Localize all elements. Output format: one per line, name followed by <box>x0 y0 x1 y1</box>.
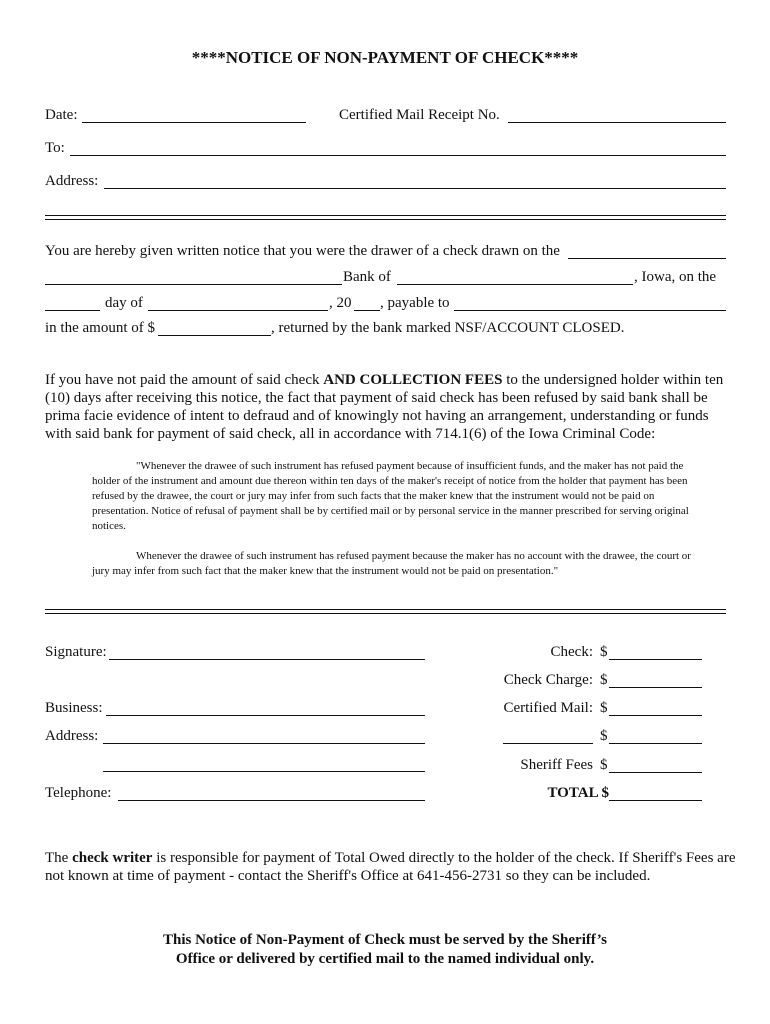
sender-address-field-2[interactable] <box>103 771 425 772</box>
business-field[interactable] <box>106 715 425 716</box>
check-charge-label: Check Charge: <box>503 672 593 688</box>
amount-label: in the amount of $ <box>45 320 155 336</box>
check-label: Check: <box>550 644 593 660</box>
iowa-label: , Iowa, on the <box>634 269 717 285</box>
statute-text-1: "Whenever the drawee of such instrument has refused payment because of insufficient funds, and the maker has not paid the holder of the instrument and amount due thereon within ten days of the maker's receipt of notice from the holder that payment has been refused by the drawee, the court or jury may infer from such facts that the maker knew that the instrument would not be paid on presentation. Notice of refusal of payment shall be by certified mail or by personal service in the manner prescribed for serving original notices. <box>92 460 689 532</box>
payee-field[interactable] <box>454 310 726 311</box>
address-field[interactable] <box>104 188 726 189</box>
check-writer-bold: check writer <box>72 850 153 866</box>
sender-address-label: Address: <box>45 728 99 744</box>
collection-fees-bold: AND COLLECTION FEES <box>323 372 503 388</box>
check-charge-dollar: $ <box>600 672 608 688</box>
drawn-on-field[interactable] <box>568 258 726 259</box>
bank-city-field[interactable] <box>397 284 633 285</box>
warning-paragraph <box>45 371 735 443</box>
business-label: Business: <box>45 700 103 716</box>
other-fee-field[interactable] <box>609 743 702 744</box>
total-label: TOTAL $ <box>547 785 609 801</box>
footer-text-2: is responsible for payment of Total Owed directly to the holder of the check. If Sheriff's Fees are not known at time of payment - contact the Sheriff's Office at 641-456-2731 so they can be included. <box>45 850 736 884</box>
day-field[interactable] <box>45 310 100 311</box>
signature-label: Signature: <box>45 644 107 660</box>
check-amount-field[interactable] <box>609 659 702 660</box>
notice-line1: You are hereby given written notice that you were the drawer of a check drawn on the <box>45 243 560 259</box>
year-prefix-label: , 20 <box>329 295 352 311</box>
check-dollar: $ <box>600 644 608 660</box>
to-field[interactable] <box>70 155 726 156</box>
other-fee-dollar: $ <box>600 728 608 744</box>
bank-of-label: Bank of <box>343 269 391 285</box>
telephone-label: Telephone: <box>45 785 112 801</box>
certified-mail-label: Certified Mail: <box>503 700 593 716</box>
date-label: Date: <box>45 107 78 123</box>
certified-mail-dollar: $ <box>600 700 608 716</box>
returned-label: , returned by the bank marked NSF/ACCOUNT CLOSED. <box>271 320 625 336</box>
divider-top <box>45 215 726 220</box>
address-label: Address: <box>45 173 99 189</box>
service-note-line1: This Notice of Non-Payment of Check must be served by the Sheriff’s <box>163 932 607 948</box>
statute-quote-1 <box>92 459 692 534</box>
sheriff-fees-label: Sheriff Fees <box>520 757 593 773</box>
day-of-label: day of <box>105 295 143 311</box>
amount-field[interactable] <box>158 335 271 336</box>
telephone-field[interactable] <box>118 800 425 801</box>
warning-text-2: to the undersigned holder within ten (10) days after receiving this notice, the fact that payment of said check has been refused by said bank shall be prima facie evidence of intent to defraud and of knowingly not having an arrangement, understanding or funds with said bank for payment of said check, all in accordance with 714.1(6) of the Iowa Criminal Code: <box>45 372 724 442</box>
total-field[interactable] <box>609 800 702 801</box>
sender-address-field[interactable] <box>103 743 425 744</box>
statute-quote-2 <box>92 549 692 579</box>
other-fee-name-field[interactable] <box>503 743 593 744</box>
to-label: To: <box>45 140 65 156</box>
service-note-line2: Office or delivered by certified mail to the named individual only. <box>175 951 595 967</box>
form-title: ****NOTICE OF NON-PAYMENT OF CHECK**** <box>191 48 579 67</box>
warning-text-1: If you have not paid the amount of said check <box>45 372 324 388</box>
certified-mail-field[interactable] <box>609 715 702 716</box>
signature-field[interactable] <box>109 659 425 660</box>
footer-paragraph <box>45 849 740 885</box>
sheriff-fees-field[interactable] <box>609 772 702 773</box>
check-charge-field[interactable] <box>609 687 702 688</box>
month-field[interactable] <box>148 310 328 311</box>
receipt-number-field[interactable] <box>508 122 726 123</box>
bank-name-field[interactable] <box>45 284 342 285</box>
divider-bottom <box>45 609 726 614</box>
year-field[interactable] <box>354 310 380 311</box>
statute-text-2: Whenever the drawee of such instrument has refused payment because the maker has no account with the drawee, the court or jury may infer from such fact that the maker knew that the instrument would not be paid on presentation." <box>92 550 691 577</box>
sheriff-fees-dollar: $ <box>600 757 608 773</box>
date-field[interactable] <box>82 122 306 123</box>
receipt-label: Certified Mail Receipt No. <box>339 107 500 123</box>
footer-text-1: The <box>45 850 73 866</box>
payable-to-label: , payable to <box>380 295 450 311</box>
